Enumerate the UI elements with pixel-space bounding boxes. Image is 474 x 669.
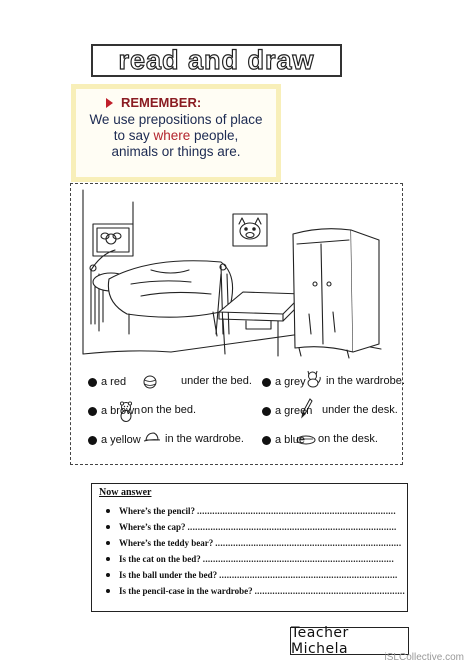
- remember-highlight: where: [153, 128, 191, 143]
- watermark: iSLCollective.com: [384, 652, 464, 663]
- bullet-icon: [106, 541, 110, 545]
- remember-line-1: We use prepositions of place: [89, 112, 263, 127]
- triangle-bullet-icon: [106, 98, 113, 108]
- question-text: Is the cat on the bed?: [119, 554, 201, 564]
- remember-line-3: animals or things are.: [111, 144, 241, 159]
- legend-object: a blue: [275, 434, 305, 446]
- page-title: read and draw: [118, 45, 315, 75]
- question-text: Is the pencil-case in the wardrobe?: [119, 586, 253, 596]
- signature-text: Teacher Michela: [291, 625, 349, 657]
- bullet-icon: [106, 509, 110, 513]
- question-text: Where’s the cap?: [119, 522, 186, 532]
- ball-icon: [143, 374, 157, 390]
- question-text: Is the ball under the bed?: [119, 570, 218, 580]
- remember-box: [71, 84, 281, 182]
- legend-location: under the desk.: [322, 404, 398, 416]
- legend-item-2: [88, 405, 140, 417]
- legend-object: a yellow: [101, 434, 141, 446]
- answer-line[interactable]: .........................................................................: [215, 538, 402, 548]
- legend-object: a red: [101, 376, 127, 388]
- title-box: [91, 44, 342, 77]
- legend-location: on the bed.: [141, 404, 197, 416]
- bullet-icon: [106, 557, 110, 561]
- answer-line[interactable]: ...........................................................................: [202, 554, 395, 564]
- legend-item-4: [262, 376, 306, 388]
- answer-line[interactable]: ......................................................................: [219, 570, 398, 580]
- bee-picture-icon: [93, 202, 133, 256]
- cat-icon: [304, 368, 322, 388]
- desk-icon: [219, 292, 303, 356]
- bullet-icon: [106, 589, 110, 593]
- answer-box: [91, 483, 408, 612]
- question-item: [106, 586, 405, 596]
- bullet-icon: [262, 378, 271, 387]
- legend-item-3: [88, 434, 141, 446]
- remember-header: [106, 95, 270, 110]
- bullet-icon: [262, 407, 271, 416]
- signature-box: [290, 627, 409, 655]
- question-item: [106, 506, 396, 516]
- answer-title: Now answer: [99, 487, 152, 498]
- legend-location: under the bed.: [181, 375, 252, 387]
- legend-item-6: [262, 434, 305, 446]
- bullet-icon: [262, 436, 271, 445]
- question-item: [106, 570, 398, 580]
- bullet-icon: [88, 378, 97, 387]
- remember-body: [82, 112, 270, 160]
- remember-inner: [76, 89, 276, 177]
- remember-title: REMEMBER:: [121, 95, 202, 110]
- bed-icon: [90, 250, 233, 336]
- wardrobe-icon: [293, 229, 379, 358]
- question-item: [106, 554, 394, 564]
- answer-line[interactable]: ...........................................................: [254, 586, 406, 596]
- answer-line[interactable]: ..................................................................................: [187, 522, 397, 532]
- bullet-icon: [106, 573, 110, 577]
- picture-frame: [70, 183, 403, 465]
- legend-location: in the wardrobe.: [165, 433, 244, 445]
- legend-location: in the wardrobe.: [326, 375, 405, 387]
- question-text: Where’s the pencil?: [119, 506, 195, 516]
- legend-item-1: [88, 376, 126, 388]
- bullet-icon: [106, 525, 110, 529]
- question-item: [106, 538, 401, 548]
- legend-object: a grey: [275, 376, 306, 388]
- remember-line-2-pre: to say: [113, 128, 154, 143]
- answer-line[interactable]: ..............................................................................: [197, 506, 396, 516]
- question-item: [106, 522, 397, 532]
- legend-object: a brown: [101, 405, 141, 417]
- question-text: Where’s the teddy bear?: [119, 538, 214, 548]
- bullet-icon: [88, 436, 97, 445]
- cap-icon: [143, 431, 161, 445]
- legend-item-5: [262, 405, 312, 417]
- remember-line-2: [82, 128, 270, 144]
- pig-picture-icon: [233, 214, 267, 246]
- legend-object: a green: [275, 405, 313, 417]
- remember-line-2-post: people,: [190, 128, 239, 143]
- bullet-icon: [88, 407, 97, 416]
- legend-location: on the desk.: [318, 433, 378, 445]
